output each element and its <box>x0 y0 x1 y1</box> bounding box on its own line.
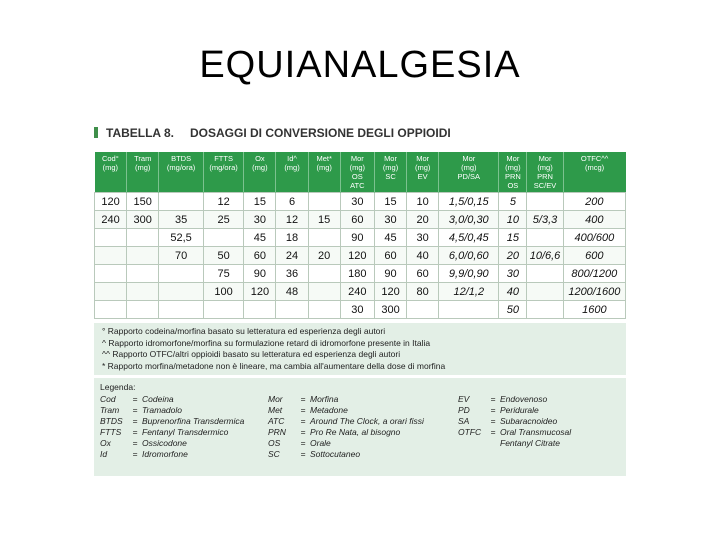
table-cell: 75 <box>203 265 243 283</box>
legend-equals: = <box>300 416 306 426</box>
table-header-row <box>95 152 626 193</box>
table-cell: 60 <box>244 247 276 265</box>
column-header-line: Met* <box>316 154 332 163</box>
column-header-line: (mg/ora) <box>209 163 238 172</box>
table-cell: 1600 <box>563 301 625 319</box>
table-cell <box>308 193 340 211</box>
table-cell: 300 <box>127 211 159 229</box>
footnote: ° Rapporto codeina/morfina basato su letteratura ed esperienza degli autori <box>102 326 386 336</box>
column-header <box>439 152 499 193</box>
table-cell <box>308 265 340 283</box>
table-cell: 90 <box>244 265 276 283</box>
table-cell <box>527 283 563 301</box>
table-cell: 30 <box>340 301 374 319</box>
column-header-line: (mg) <box>252 163 268 172</box>
column-header-line: PRN <box>504 172 521 181</box>
table-cell <box>95 283 127 301</box>
table-cell: 10 <box>499 211 527 229</box>
table-cell: 6,0/0,60 <box>439 247 499 265</box>
legend-abbreviation: Tram <box>100 405 120 415</box>
column-header <box>244 152 276 193</box>
table-cell: 6 <box>276 193 308 211</box>
legend-abbreviation: Cod <box>100 394 116 404</box>
table-cell: 80 <box>407 283 439 301</box>
legend-description: Tramadolo <box>142 405 182 415</box>
table-cell: 50 <box>499 301 527 319</box>
table-cell: 1200/1600 <box>563 283 625 301</box>
table-cell <box>244 301 276 319</box>
table-cell: 60 <box>407 265 439 283</box>
table-cell: 5/3,3 <box>527 211 563 229</box>
column-header-line: Id^ <box>287 154 297 163</box>
legend-entry <box>100 427 244 438</box>
table-cell: 30 <box>244 211 276 229</box>
legend-equals: = <box>300 394 306 404</box>
legend-column-3 <box>458 394 571 449</box>
legend-entry <box>458 416 571 427</box>
footnote: ^ Rapporto idromorfone/morfina su formulazione retard di idromorfone presente in Italia <box>102 337 431 348</box>
legend-entry <box>268 416 424 427</box>
column-header-line: Mor <box>350 154 364 163</box>
table-cell <box>95 229 127 247</box>
table-cell <box>308 283 340 301</box>
legend-equals: = <box>490 427 496 437</box>
column-header <box>563 152 625 193</box>
table-cell: 30 <box>499 265 527 283</box>
table-cell <box>308 301 340 319</box>
table-cell: 180 <box>340 265 374 283</box>
legend-equals: = <box>132 427 138 437</box>
table-cell: 15 <box>308 211 340 229</box>
legend-equals: = <box>132 438 138 448</box>
column-header <box>95 152 127 193</box>
table-cell: 40 <box>499 283 527 301</box>
legend-abbreviation: Ox <box>100 438 111 448</box>
table-cell: 24 <box>276 247 308 265</box>
legend-equals: = <box>300 427 306 437</box>
legend-entry <box>100 394 244 405</box>
table-cell: 10 <box>407 193 439 211</box>
table-cell: 12/1,2 <box>439 283 499 301</box>
table-row <box>95 229 626 247</box>
legend-abbreviation: FTTS <box>100 427 122 437</box>
legend-entry <box>458 427 571 438</box>
table-cell: 200 <box>563 193 625 211</box>
column-header-line: FTTS <box>214 154 233 163</box>
legend-equals: = <box>132 405 138 415</box>
table-cell: 1,5/0,15 <box>439 193 499 211</box>
column-header-line: PRN <box>537 172 553 181</box>
column-header <box>276 152 308 193</box>
column-header <box>340 152 374 193</box>
table-cell: 12 <box>276 211 308 229</box>
legend-equals: = <box>300 405 306 415</box>
legend-abbreviation: OS <box>268 438 281 448</box>
table-cell <box>276 301 308 319</box>
legend-description: Oral Transmucosal <box>500 427 572 437</box>
legend-description: Metadone <box>310 405 348 415</box>
legend-title: Legenda: <box>100 382 136 392</box>
table-heading <box>94 126 451 140</box>
table-cell <box>95 265 127 283</box>
legend-description: Endovenoso <box>500 394 548 404</box>
column-header <box>159 152 204 193</box>
legend-description: Orale <box>310 438 331 448</box>
legend-abbreviation: EV <box>458 394 470 404</box>
table-cell: 52,5 <box>159 229 204 247</box>
table-cell: 15 <box>374 193 406 211</box>
table-cell <box>127 301 159 319</box>
legend-equals: = <box>490 394 496 404</box>
legend-description: Around The Clock, a orari fissi <box>310 416 424 426</box>
table-cell: 3,0/0,30 <box>439 211 499 229</box>
legend-column-2 <box>268 394 424 460</box>
legend-entry <box>268 449 424 460</box>
legend-entry <box>268 405 424 416</box>
table-cell <box>203 229 243 247</box>
table-cell: 120 <box>340 247 374 265</box>
legend-equals: = <box>132 394 138 404</box>
table-cell: 9,9/0,90 <box>439 265 499 283</box>
table-cell <box>527 229 563 247</box>
column-header-line: OS <box>351 172 363 181</box>
legend-abbreviation: Met <box>268 405 283 415</box>
legend-description: Ossicodone <box>142 438 187 448</box>
table-cell: 18 <box>276 229 308 247</box>
slide-title: EQUIANALGESIA <box>199 44 521 86</box>
legend-equals: = <box>132 449 138 459</box>
table-cell: 35 <box>159 211 204 229</box>
table-cell <box>127 229 159 247</box>
conversion-table <box>94 152 626 319</box>
table-cell: 800/1200 <box>563 265 625 283</box>
legend <box>94 378 626 476</box>
table-cell <box>127 247 159 265</box>
legend-description: Morfina <box>310 394 339 404</box>
table-cell: 30 <box>374 211 406 229</box>
column-header-line: (mcg) <box>585 163 605 172</box>
table-cell: 36 <box>276 265 308 283</box>
table-cell: 45 <box>374 229 406 247</box>
legend-description: Peridurale <box>500 405 539 415</box>
table-cell: 12 <box>203 193 243 211</box>
legend-description: Pro Re Nata, al bisogno <box>310 427 401 437</box>
table-cell <box>527 301 563 319</box>
table-cell: 15 <box>499 229 527 247</box>
legend-entry <box>100 438 244 449</box>
legend-column-1 <box>100 394 244 460</box>
column-header-line: Tram <box>134 154 152 163</box>
legend-description: Buprenorfina Transdermica <box>142 416 245 426</box>
table-cell <box>127 283 159 301</box>
table-cell: 600 <box>563 247 625 265</box>
table-cell: 10/6,6 <box>527 247 563 265</box>
table-cell: 48 <box>276 283 308 301</box>
table-cell: 25 <box>203 211 243 229</box>
table-cell: 90 <box>374 265 406 283</box>
table-cell: 60 <box>340 211 374 229</box>
column-header-line: (mg) <box>135 163 151 172</box>
table-cell: 20 <box>499 247 527 265</box>
table-cell <box>527 265 563 283</box>
table-cell: 400 <box>563 211 625 229</box>
column-header-line: OTFC^^ <box>580 154 609 163</box>
table-cell: 30 <box>407 229 439 247</box>
table-cell <box>127 265 159 283</box>
column-header-line: (mg) <box>316 163 332 172</box>
column-header <box>499 152 527 193</box>
legend-description: Fentanyl Transdermico <box>142 427 229 437</box>
table-cell: 240 <box>95 211 127 229</box>
table-cell: 90 <box>340 229 374 247</box>
legend-abbreviation: Id <box>100 449 108 459</box>
legend-entry <box>100 449 244 460</box>
footnote: ^^ Rapporto OTFC/altri oppioidi basato su letteratura ed esperienza degli autori <box>102 349 401 359</box>
column-header-line: ATC <box>350 181 365 190</box>
legend-abbreviation: OTFC <box>458 427 482 437</box>
column-header-line: (mg) <box>284 163 300 172</box>
legend-entry <box>268 394 424 405</box>
table-row <box>95 193 626 211</box>
legend-description: Subaracnoideo <box>500 416 558 426</box>
table-cell: 20 <box>407 211 439 229</box>
table-cell: 120 <box>95 193 127 211</box>
column-header-line: Mor <box>462 154 476 163</box>
table-cell: 40 <box>407 247 439 265</box>
table-cell: 240 <box>340 283 374 301</box>
table-cell: 400/600 <box>563 229 625 247</box>
table-cell: 120 <box>244 283 276 301</box>
table-row <box>95 247 626 265</box>
heading-marker <box>94 127 98 138</box>
column-header-line: SC/EV <box>533 181 557 190</box>
legend-abbreviation: ATC <box>268 416 285 426</box>
table-cell <box>159 265 204 283</box>
legend-abbreviation: Mor <box>268 394 283 404</box>
column-header-line: SC <box>385 172 396 181</box>
footnotes <box>94 323 626 375</box>
table-cell: 100 <box>203 283 243 301</box>
legend-entry <box>458 438 571 449</box>
column-header-line: (mg/ora) <box>166 163 196 172</box>
column-header <box>127 152 159 193</box>
column-header-line: (mg) <box>349 163 366 172</box>
column-header-line: (mg) <box>414 163 431 172</box>
legend-entry <box>458 405 571 416</box>
column-header-line: Mor <box>416 154 430 163</box>
table-cell: 5 <box>499 193 527 211</box>
legend-description: Codeina <box>142 394 174 404</box>
column-header-line: (mg) <box>537 163 553 172</box>
table-cell <box>407 301 439 319</box>
column-header-line: (mg) <box>461 163 477 172</box>
table-cell: 20 <box>308 247 340 265</box>
legend-entry <box>268 427 424 438</box>
table-cell: 50 <box>203 247 243 265</box>
column-header <box>308 152 340 193</box>
table-cell <box>203 301 243 319</box>
column-header-line: Mor <box>384 154 397 163</box>
table-cell <box>308 229 340 247</box>
table-cell <box>95 301 127 319</box>
table-cell: 150 <box>127 193 159 211</box>
table-number: TABELLA 8. <box>106 126 174 140</box>
table-cell: 60 <box>374 247 406 265</box>
column-header <box>374 152 406 193</box>
column-header-line: Cod° <box>101 154 119 163</box>
legend-entry <box>268 438 424 449</box>
legend-abbreviation: SA <box>458 416 470 426</box>
table-row <box>95 211 626 229</box>
table-cell: 70 <box>159 247 204 265</box>
legend-abbreviation: PD <box>458 405 470 415</box>
column-header-line: Mor <box>538 154 552 163</box>
legend-entry <box>100 416 244 427</box>
legend-equals: = <box>490 405 496 415</box>
legend-equals: = <box>300 449 306 459</box>
table-body <box>95 193 626 319</box>
table-cell <box>439 301 499 319</box>
column-header-line: Mor <box>506 154 520 163</box>
column-header <box>407 152 439 193</box>
column-header-line: EV <box>417 172 428 181</box>
table-cell <box>159 283 204 301</box>
column-header-line: BTDS <box>171 154 192 163</box>
table-row <box>95 283 626 301</box>
table-row <box>95 301 626 319</box>
column-header-line: (mg) <box>505 163 521 172</box>
legend-description: Fentanyl Citrate <box>500 438 560 448</box>
column-header-line: (mg) <box>102 163 119 172</box>
footnote: * Rapporto morfina/metadone non è lineare, ma cambia all'aumentare della dose di morfina <box>102 360 446 371</box>
column-header-line: (mg) <box>382 163 399 172</box>
legend-description: Idromorfone <box>142 449 188 459</box>
legend-abbreviation: BTDS <box>100 416 123 426</box>
legend-entry <box>458 394 571 405</box>
table-cell: 45 <box>244 229 276 247</box>
table-cell <box>95 247 127 265</box>
table-cell <box>527 193 563 211</box>
legend-equals: = <box>132 416 138 426</box>
table-cell: 120 <box>374 283 406 301</box>
column-header-line: PD/SA <box>457 172 481 181</box>
legend-equals: = <box>300 438 306 448</box>
column-header-line: OS <box>507 181 519 190</box>
legend-description: Sottocutaneo <box>310 449 361 459</box>
table-cell: 4,5/0,45 <box>439 229 499 247</box>
table-cell: 300 <box>374 301 406 319</box>
column-header <box>203 152 243 193</box>
table-cell: 15 <box>244 193 276 211</box>
table-cell <box>159 301 204 319</box>
table-cell <box>159 193 204 211</box>
column-header <box>527 152 563 193</box>
legend-abbreviation: PRN <box>268 427 286 437</box>
table-title: DOSAGGI DI CONVERSIONE DEGLI OPPIOIDI <box>190 126 451 140</box>
legend-entry <box>100 405 244 416</box>
table-row <box>95 265 626 283</box>
column-header-line: Ox <box>255 154 265 163</box>
legend-abbreviation: SC <box>268 449 280 459</box>
table-cell: 30 <box>340 193 374 211</box>
legend-equals: = <box>490 416 496 426</box>
